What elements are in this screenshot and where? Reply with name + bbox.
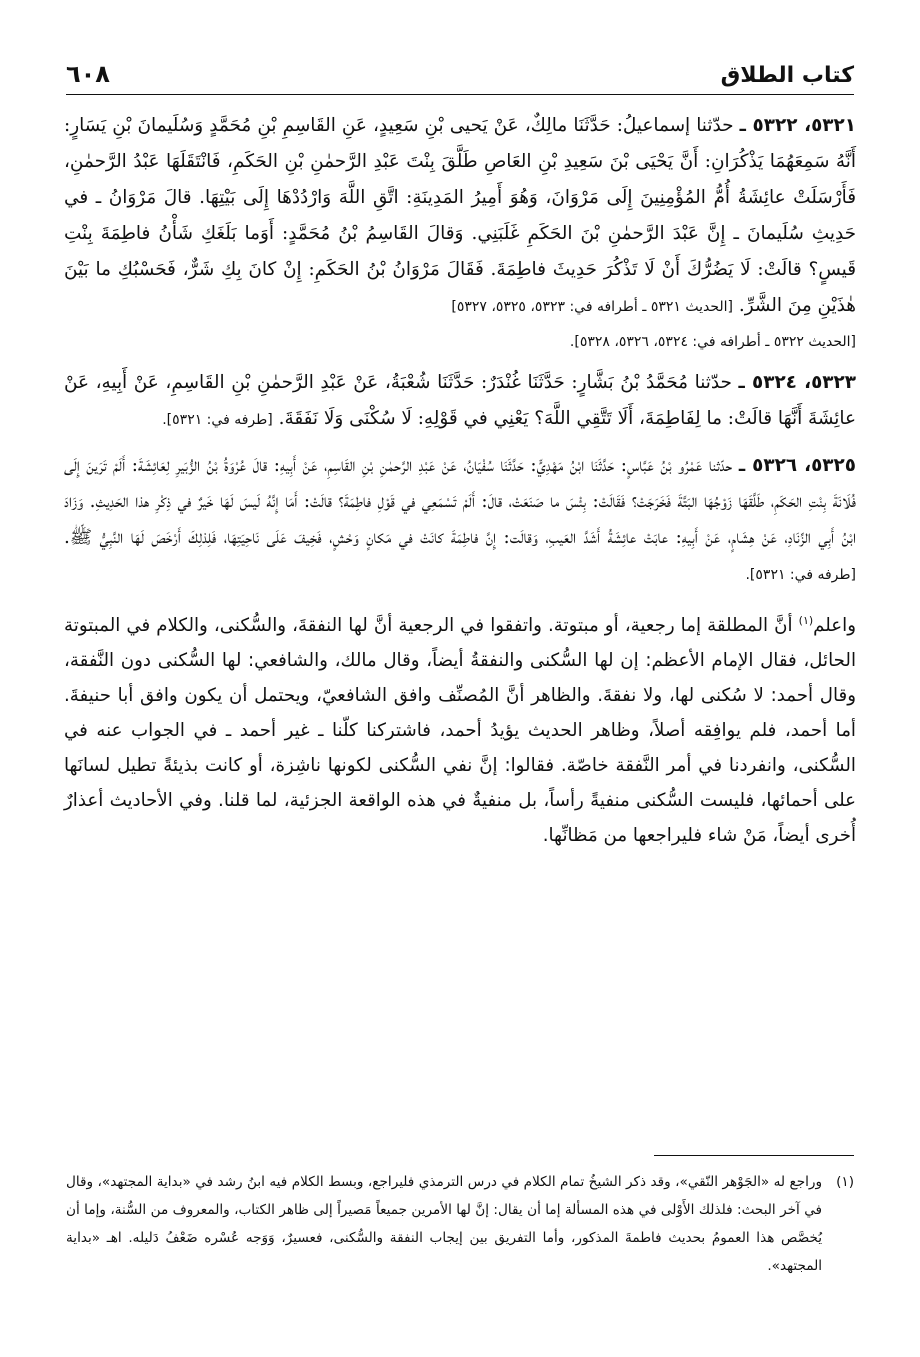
page-number: ٦٠٨ [66, 60, 110, 88]
hadith-5323-5324 [64, 365, 856, 438]
header-rule [66, 94, 854, 95]
hadith-text: حدّثنا عَمْرُو بْنُ عَبَّاسٍ: حَدَّثَنَا ابْنُ مَهْدِيٍّ: حَدَّثَنَا سُفْيَانُ، عَنْ عَبْدِ الرَّحمٰنِ بْنِ القَاسِمِ، عَنْ أَبِيهِ: قالَ عُرْوَةُ بْنُ الزُّبَيرِ لِعَائِشَةَ: أَلَمْ تَرَينَ إِلَى فُلَانَةَ بِنْتِ الحَكَمِ، طَلَّقَهَا زَوْجُهَا البَتَّةَ فَخَرَجَتْ؟ فَقَالَتْ: بِئْسَ ما صَنَعَتْ، قالَ: أَلَمْ تَسْمَعِي في قَوْلِ فاطِمَةَ؟ قالَتْ: أَمَا إِنَّهُ لَيسَ لَهَا خَيرٌ في ذِكْرِ هذا الحَدِيثِ. وَزَادَ ابْنُ أَبِي الزِّنَادِ، عَنْ هِشَامٍ، عَنْ أَبِيهِ: عابَتْ عائِشَةُ أَشَدَّ العَيبِ، وَقالَت: إِنَّ فاطِمَةَ كانَتْ في مَكانٍ وَحْشٍ، فَخِيفَ عَلَى نَاحِيَتِهَا، فَلِذلِكَ أَرْخَصَ لَهَا النَّبِيُّ ﷺ. [64, 455, 856, 548]
commentary-text: أنَّ المطلقة إما رجعية، أو مبتوتة. واتفقوا في الرجعية أنَّ لها النفقةَ، والسُّكنى، والكلام في المبتوتة الحائل، فقال الإمام الأعظم: إن لها السُّكنى والنفقةُ أيضاً، وقال مالك، والشافعي: لها السُّكنى دون النَّفقة، وقال أحمد: لا سُكنى لها، ولا نفقةَ. والظاهر أنَّ المُصنِّف وافق الشافعيّ، ويحتمل أن يكون وافق أبا حنيفةَ. أما أحمد، فلم يوافِقه أصلاً، وظاهر الحديث يؤيدُ أحمد، فاشتركنا كلّنا ـ غير أحمد ـ في الجواب عنه في السُّكنى، وانفردنا في أمر النَّفقة خاصّة. فقالوا: إنَّ نفي السُّكنى لكونها ناشِزة، أو كانت بذيئةً تطيل لسانَها على أحمائها، فليست السُّكنى منفيةً رأساً، بل منفيةٌ في هذه الواقعة الجزئية، لما قلنا. وفي الأحاديث أعذارٌ أُخرى أيضاً، مَنْ شاء فليراجعها من مَظانِّها. [64, 615, 856, 847]
hadith-text: حدّثنا إسماعيلُ: حَدَّثَنَا مالِكٌ، عَنْ يَحيى بْنِ سَعِيدٍ، عَنِ القَاسِمِ بْنِ مُحَمَّدٍ وَسُلَيمانَ بْنِ يَسَارٍ: أَنَّهُ سَمِعَهُمَا يَذْكُرَانِ: أَنَّ يَحْيَى بْنَ سَعِيدِ بْنِ العَاصِ طَلَّقَ بِنْتَ عَبْدِ الرَّحمٰنِ بْنِ الحَكَمِ، فَانْتَقَلَهَا عَبْدُ الرَّحمٰنِ، فَأَرْسَلَتْ عائِشَةُ أُمُّ المُؤْمِنِينَ إِلَى مَرْوَانَ، وَهُوَ أَمِيرُ المَدِينَةِ: اتَّقِ اللَّهَ وَارْدُدْهَا إِلَى بَيْتِهَا. قالَ مَرْوَانُ ـ في حَدِيثِ سُلَيمانَ ـ إِنَّ عَبْدَ الرَّحمٰنِ بْنَ الحَكَمِ غَلَبَنِي. وَقالَ القَاسِمُ بْنُ مُحَمَّدٍ: أَوَما بَلَغَكِ شَأْنُ فاطِمَةَ بِنْتِ قَيسٍ؟ قالَتْ: لَا يَضُرُّكَ أَنْ لَا تَذْكُرَ حَدِيثَ فاطِمَةَ. فَقَالَ مَرْوَانُ بْنُ الحَكَمِ: إِنْ كانَ بِكِ شَرٌّ، فَحَسْبُكِ ما بَيْنَ هٰذَيْنِ مِنَ الشَّرِّ. [64, 115, 856, 316]
commentary-lead: واعلم [813, 615, 856, 637]
hadith-5325-5326 [64, 448, 856, 593]
footnotes [66, 1168, 854, 1280]
hadith-number: ٥٣٢٣، ٥٣٢٤ ـ [738, 372, 856, 393]
footnote-text: وراجع له «الجَوْهر النّقي»، وقد ذكر الشيخُ تمام الكلام في درس الترمذي فليراجع، وبسط الكلام فيه ابنُ رشد في «بداية المجتهد»، وقال في آخر البحث: فلذلك الأَوْلى في هذه المسألة إما أن يقال: إنَّ لها الأمرين جميعاً مَصيراً إلى ظاهر الكتاب، والمعروف من السُّنة، وإما أن يُخصَّص هذا العمومُ بحديث فاطمةَ المذكور، وأما التفريق بين إيجاب النفقة والسُّكنى، فعسيرٌ، وَوَجه عُسْره ضَعْفُ دَليله. اهـ «بداية المجتهد». [66, 1174, 823, 1274]
footnote-rule [654, 1155, 854, 1156]
hadith-number: ٥٣٢١، ٥٣٢٢ ـ [739, 115, 856, 136]
hadith-reference: [طرفه في: ٥٣٢١]. [745, 567, 856, 583]
page-body [64, 108, 856, 871]
book-title: كتاب الطلاق [720, 63, 854, 88]
footnote-number: (١) [836, 1174, 854, 1190]
hadith-text: حدّثنا مُحَمَّدُ بْنُ بَشَّارٍ: حَدَّثَنَا غُنْدَرٌ: حَدَّثَنَا شُعْبَةُ، عَنْ عَبْدِ الرَّحمٰنِ بْنِ القَاسِمِ، عَنْ أَبِيهِ، عَنْ عائِشَةَ أَنَّهَا قالَتْ: ما لِفَاطِمَةَ، أَلَا تَتَّقِي اللَّهَ؟ يَعْنِي في قَوْلِهِ: لَا سُكْنَى وَلَا نَفَقَةَ. [64, 372, 856, 429]
hadith-5321-5322 [64, 108, 856, 325]
running-header [66, 48, 854, 88]
hadith-reference: [طرفه في: ٥٣٢١]. [162, 412, 273, 428]
hadith-reference-line: [الحديث ٥٣٢٢ ـ أطرافه في: ٥٣٢٤، ٥٣٢٦، ٥٣٢٨]. [569, 334, 856, 350]
hadith-reference: [الحديث ٥٣٢١ ـ أطرافه في: ٥٣٢٣، ٥٣٢٥، ٥٣٢٧] [451, 299, 734, 315]
hadith-number: ٥٣٢٥، ٥٣٢٦ ـ [738, 455, 856, 476]
footnote-marker[interactable]: (١) [798, 614, 814, 627]
footnote [66, 1168, 854, 1280]
commentary [64, 603, 856, 853]
